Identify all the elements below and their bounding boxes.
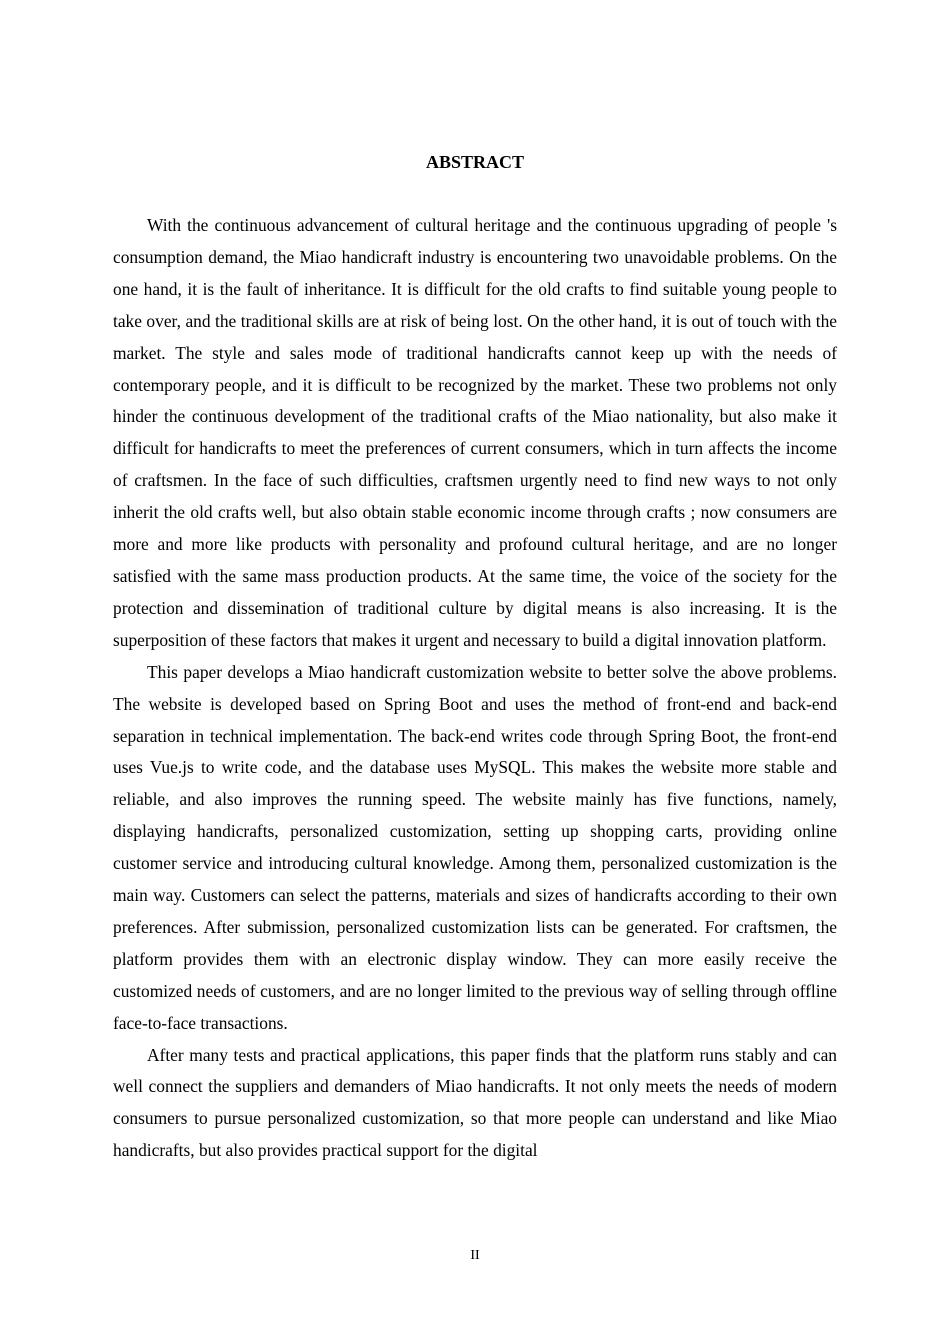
abstract-body (113, 210, 837, 1167)
abstract-paragraph-1: With the continuous advancement of cultural heritage and the continuous upgrading of people 's consumption demand, the Miao handicraft industry is encountering two unavoidable problems. On the one hand, it is the fault of inheritance. It is difficult for the old crafts to find suitable young people to take over, and the traditional skills are at risk of being lost. On the other hand, it is out of touch with the market. The style and sales mode of traditional handicrafts cannot keep up with the needs of contemporary people, and it is difficult to be recognized by the market. These two problems not only hinder the continuous development of the traditional crafts of the Miao nationality, but also make it difficult for handicrafts to meet the preferences of current consumers, which in turn affects the income of craftsmen. In the face of such difficulties, craftsmen urgently need to find new ways to not only inherit the old crafts well, but also obtain stable economic income through crafts ; now consumers are more and more like products with personality and profound cultural heritage, and are no longer satisfied with the same mass production products. At the same time, the voice of the society for the protection and dissemination of traditional culture by digital means is also increasing. It is the superposition of these factors that makes it urgent and necessary to build a digital innovation platform. (113, 215, 837, 650)
abstract-paragraph-2: This paper develops a Miao handicraft customization website to better solve the above problems. The website is developed based on Spring Boot and uses the method of front-end and back-end separation in technical implementation. The back-end writes code through Spring Boot, the front-end uses Vue.js to write code, and the database uses MySQL. This makes the website more stable and reliable, and also improves the running speed. The website mainly has five functions, namely, displaying handicrafts, personalized customization, setting up shopping carts, providing online customer service and introducing cultural knowledge. Among them, personalized customization is the main way. Customers can select the patterns, materials and sizes of handicrafts according to their own preferences. After submission, personalized customization lists can be generated. For craftsmen, the platform provides them with an electronic display window. They can more easily receive the customized needs of customers, and are no longer limited to the previous way of selling through offline face-to-face transactions. (113, 661, 837, 1033)
abstract-title: ABSTRACT (425, 152, 525, 172)
page-number: II (470, 1248, 480, 1263)
abstract-paragraph-3: After many tests and practical applications, this paper finds that the platform runs stably and can well connect the suppliers and demanders of Miao handicrafts. It not only meets the needs of modern consumers to pursue personalized customization, so that more people can understand and like Miao handicrafts, but also provides practical support for the digital (113, 1044, 837, 1161)
